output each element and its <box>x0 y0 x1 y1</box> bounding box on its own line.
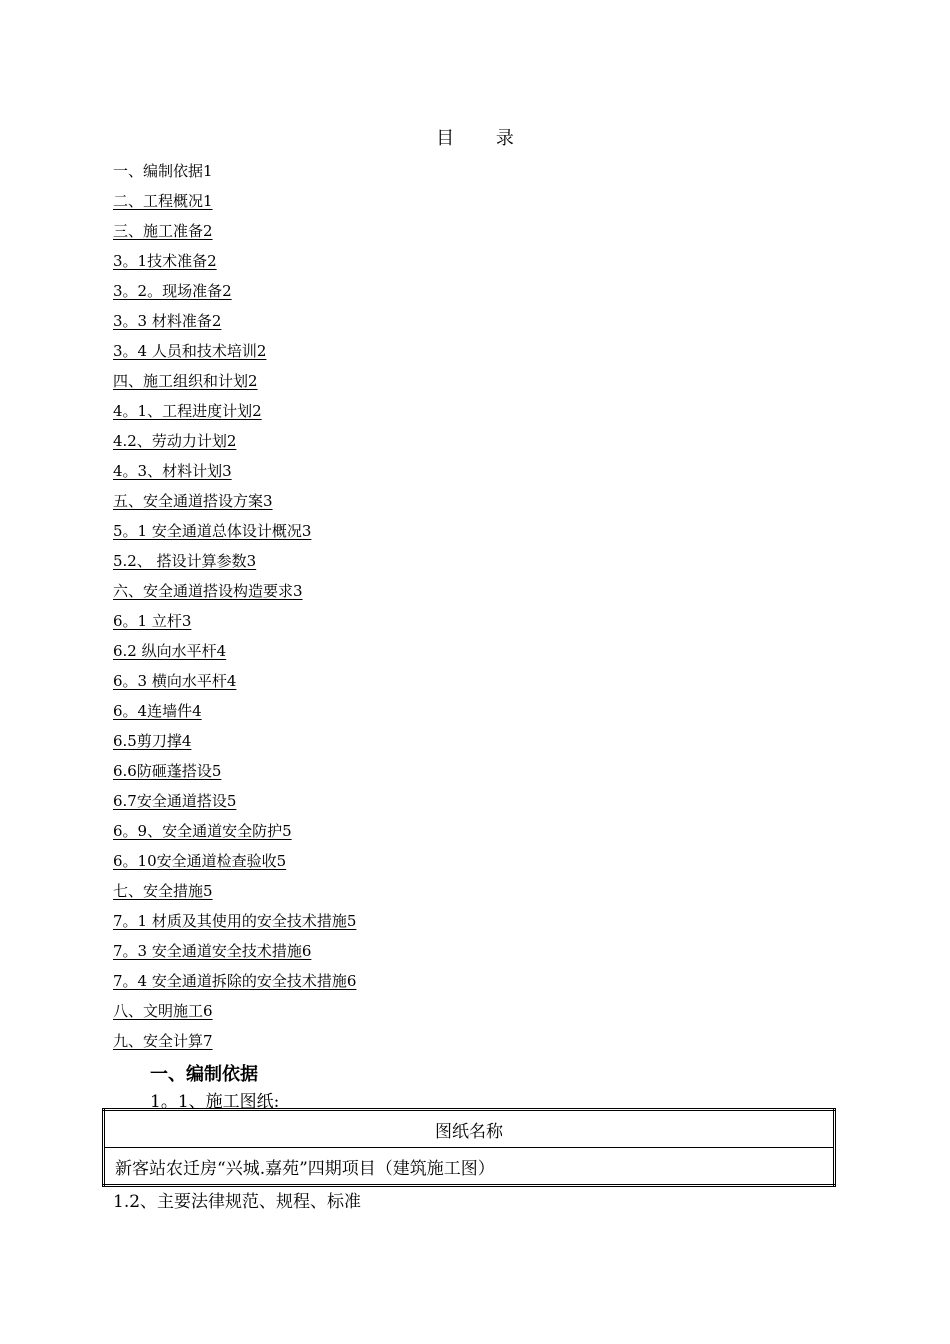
toc-link[interactable]: 八、文明施工6 <box>113 1002 213 1020</box>
toc-item[interactable] <box>113 728 356 758</box>
drawings-table <box>102 1108 836 1187</box>
toc-item[interactable] <box>113 998 356 1028</box>
toc-item[interactable] <box>113 488 356 518</box>
toc-item[interactable] <box>113 518 356 548</box>
toc-link[interactable]: 6.2 纵向水平杆4 <box>113 642 227 660</box>
toc-item[interactable] <box>113 878 356 908</box>
toc-link[interactable]: 一、编制依据1 <box>113 162 213 180</box>
toc-item[interactable] <box>113 758 356 788</box>
toc-item[interactable] <box>113 218 356 248</box>
toc-item[interactable] <box>113 548 356 578</box>
sub-heading-drawings: 1。1、施工图纸: <box>150 1092 280 1112</box>
sub-heading-regulations: 1.2、主要法律规范、规程、标准 <box>113 1192 362 1212</box>
toc-item[interactable] <box>113 158 356 188</box>
toc-link[interactable]: 三、施工准备2 <box>113 222 213 240</box>
toc-item[interactable] <box>113 968 356 998</box>
toc-item[interactable] <box>113 458 356 488</box>
toc-link[interactable]: 7。3 安全通道安全技术措施6 <box>113 942 312 960</box>
toc-link[interactable]: 6.6防砸蓬搭设5 <box>113 762 222 780</box>
toc-item[interactable] <box>113 1028 356 1058</box>
table-row <box>104 1148 835 1186</box>
section-heading: 一、编制依据 <box>150 1064 258 1085</box>
toc-link[interactable]: 3。3 材料准备2 <box>113 312 222 330</box>
toc-link[interactable]: 二、工程概况1 <box>113 192 213 210</box>
toc-item[interactable] <box>113 578 356 608</box>
toc-link[interactable]: 6。10安全通道检查验收5 <box>113 852 287 870</box>
toc-link[interactable]: 6。9、安全通道安全防护5 <box>113 822 292 840</box>
toc-item[interactable] <box>113 368 356 398</box>
toc-link[interactable]: 九、安全计算7 <box>113 1032 213 1050</box>
toc-link[interactable]: 六、安全通道搭设构造要求3 <box>113 582 303 600</box>
toc-link[interactable]: 6。1 立杆3 <box>113 612 192 630</box>
toc-link[interactable]: 6。4连墙件4 <box>113 702 202 720</box>
toc-link[interactable]: 七、安全措施5 <box>113 882 213 900</box>
toc-link[interactable]: 5.2、 搭设计算参数3 <box>113 552 257 570</box>
toc-item[interactable] <box>113 278 356 308</box>
toc-link[interactable]: 3。4 人员和技术培训2 <box>113 342 267 360</box>
toc-item[interactable] <box>113 608 356 638</box>
toc-link[interactable]: 3。2。现场准备2 <box>113 282 232 300</box>
toc-item[interactable] <box>113 248 356 278</box>
toc-link[interactable]: 4。3、材料计划3 <box>113 462 232 480</box>
toc-link[interactable]: 5。1 安全通道总体设计概况3 <box>113 522 312 540</box>
toc-link[interactable]: 7。4 安全通道拆除的安全技术措施6 <box>113 972 357 990</box>
table-header-cell: 图纸名称 <box>104 1110 835 1148</box>
toc-item[interactable] <box>113 788 356 818</box>
toc-link[interactable]: 6。3 横向水平杆4 <box>113 672 237 690</box>
toc-link[interactable]: 五、安全通道搭设方案3 <box>113 492 273 510</box>
toc-link[interactable]: 4.2、劳动力计划2 <box>113 432 237 450</box>
toc-item[interactable] <box>113 848 356 878</box>
toc-item[interactable] <box>113 188 356 218</box>
toc-link[interactable]: 四、施工组织和计划2 <box>113 372 258 390</box>
toc-item[interactable] <box>113 668 356 698</box>
table-of-contents <box>113 158 356 1058</box>
toc-item[interactable] <box>113 428 356 458</box>
toc-title: 目 录 <box>436 128 532 149</box>
toc-item[interactable] <box>113 338 356 368</box>
table-header-row <box>104 1110 835 1148</box>
toc-item[interactable] <box>113 698 356 728</box>
toc-item[interactable] <box>113 638 356 668</box>
toc-link[interactable]: 3。1技术准备2 <box>113 252 217 270</box>
toc-link[interactable]: 4。1、工程进度计划2 <box>113 402 262 420</box>
toc-link[interactable]: 6.7安全通道搭设5 <box>113 792 237 810</box>
toc-link[interactable]: 6.5剪刀撑4 <box>113 732 192 750</box>
toc-link[interactable]: 7。1 材质及其使用的安全技术措施5 <box>113 912 357 930</box>
toc-item[interactable] <box>113 398 356 428</box>
toc-item[interactable] <box>113 908 356 938</box>
table-cell: 新客站农迁房“兴城.嘉苑”四期项目（建筑施工图） <box>104 1148 835 1186</box>
toc-item[interactable] <box>113 308 356 338</box>
toc-item[interactable] <box>113 938 356 968</box>
toc-item[interactable] <box>113 818 356 848</box>
